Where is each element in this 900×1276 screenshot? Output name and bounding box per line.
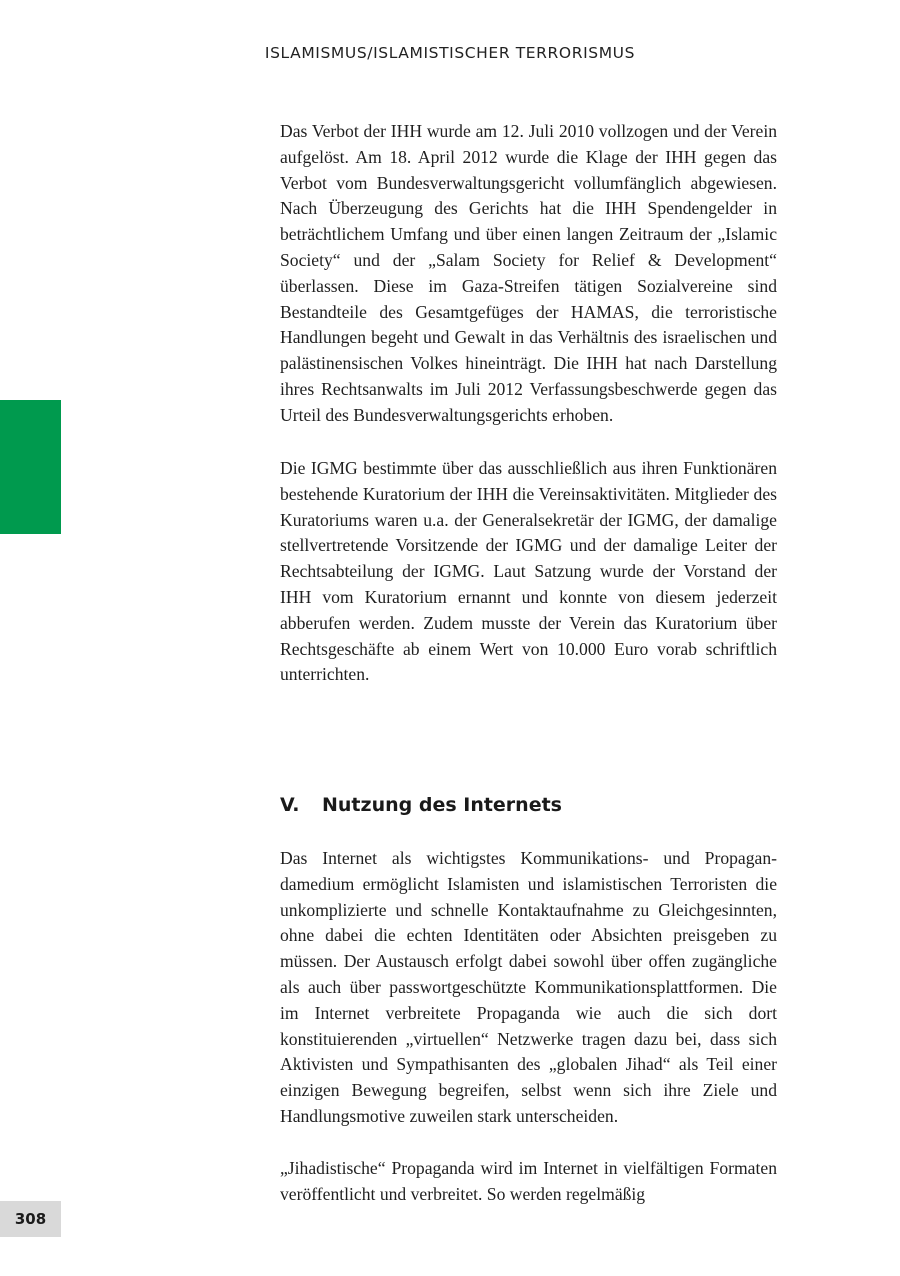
paragraph-text: Das Internet als wichtigstes Kommunikations- und Propagandamedium ermöglicht Islamisten und islamistischen Terroristen die unkomplizierte und schnelle Kontaktaufnahme zu Gleichgesinnten, ohne dabei die echten Identitäten oder Absichten preisgeben zu müssen. Der Austausch erfolgt dabei sowohl über offen zugängliche als auch über passwortgeschützte Kommunikationsplattformen. Die im Internet verbreitete Propaganda wie auch die sich dort konstituierenden „virtuellen“ Netzwerke tragen dazu bei, dass sich Aktivisten und Sympathisanten des „globalen Jihad“ als Teil einer einzigen Bewegung begreifen, selbst wenn sich ihre Ziele und Handlungsmotive zuweilen stark unterscheiden. <box>280 848 777 1126</box>
running-header: ISLAMISMUS/ISLAMISTISCHER TERRORISMUS <box>264 44 636 62</box>
section-number: V. <box>280 794 300 816</box>
paragraph-internet-usage <box>280 846 777 1130</box>
section-heading <box>280 792 777 818</box>
paragraph-text: „Jihadistische“ Propaganda wird im Internet in vielfältigen Formaten veröffentlicht und verbreitet. So werden regelmäßig <box>280 1158 777 1204</box>
chapter-color-tab <box>0 400 61 534</box>
page-number: 308 <box>0 1201 61 1237</box>
paragraph-igmg-board <box>280 456 777 688</box>
section-title: Nutzung des Internets <box>322 794 562 816</box>
paragraph-ihh-ban <box>280 119 777 429</box>
paragraph-text: Die IGMG bestimmte über das ausschließlich aus ihren Funktionären bestehende Kuratorium der IHH die Vereinsaktivitäten. Mitglieder des Kuratoriums waren u.a. der Generalsekretär der IGMG, der damalige stellvertretende Vorsitzende der IGMG und der damalige Leiter der Rechtsabteilung der IGMG. Laut Satzung wurde der Vorstand der IHH vom Kuratorium ernannt und konnte von diesem jederzeit abberufen werden. Zudem musste der Verein das Kuratorium über Rechtsgeschäfte ab einem Wert von 10.000 Euro vorab schriftlich unterrichten. <box>280 458 777 685</box>
paragraph-text: Das Verbot der IHH wurde am 12. Juli 2010 vollzogen und der Verein aufgelöst. Am 18. April 2012 wurde die Klage der IHH gegen das Verbot vom Bundesverwaltungsgericht vollumfänglich abgewiesen. Nach Überzeugung des Gerichts hat die IHH Spendengelder in beträchtlichem Umfang und über einen langen Zeitraum der „Islamic Society“ und der „Salam Society for Relief & Development“ überlassen. Diese im Gaza-Streifen tätigen Sozialvereine sind Bestandteile des Gesamtgefüges der HAMAS, die terroristische Handlungen begeht und Gewalt in das Verhältnis des israelischen und palästinensischen Volkes hineinträgt. Die IHH hat nach Darstellung ihres Rechtsanwalts im Juli 2012 Verfassungsbeschwerde gegen das Urteil des Bundesverwaltungsgerichts erhoben. <box>280 121 777 425</box>
paragraph-jihadist-propaganda <box>280 1156 777 1208</box>
